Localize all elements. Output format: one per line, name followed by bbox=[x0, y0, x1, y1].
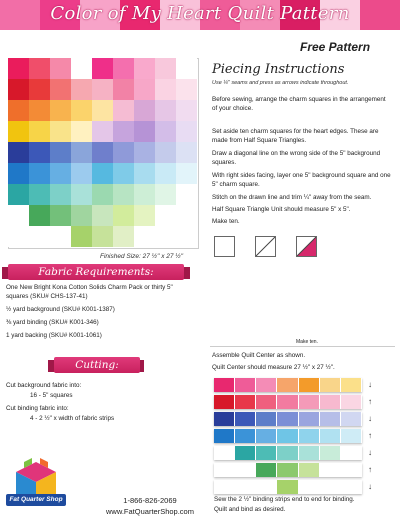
piecing-p1: Before sewing, arrange the charm squares in the arrangement of your choice. bbox=[212, 96, 386, 112]
heart-square bbox=[71, 121, 92, 142]
quilt-center-square bbox=[320, 429, 341, 443]
heart-square bbox=[113, 205, 134, 226]
quilt-center-square bbox=[235, 446, 256, 460]
quilt-center-square bbox=[256, 446, 277, 460]
quilt-center-square bbox=[214, 378, 235, 392]
heart-square bbox=[8, 226, 29, 247]
heart-square bbox=[113, 58, 134, 79]
website-link[interactable]: www.FatQuarterShop.com bbox=[106, 507, 194, 516]
heart-square bbox=[29, 205, 50, 226]
heart-square bbox=[155, 142, 176, 163]
heart-square bbox=[134, 58, 155, 79]
piecing-p4: With right sides facing, layer one 5" background square and one 5" charm square. bbox=[212, 172, 391, 188]
quilt-center-square bbox=[256, 412, 277, 426]
quilt-center-square bbox=[299, 463, 320, 477]
quilt-center-square bbox=[235, 395, 256, 409]
heart-square bbox=[50, 121, 71, 142]
heart-square bbox=[92, 184, 113, 205]
finish-p2: Quilt and bind as desired. bbox=[214, 506, 286, 513]
heart-square bbox=[176, 142, 197, 163]
cutting-line-2: 16 - 5" squares bbox=[30, 392, 73, 399]
quilt-center-square bbox=[277, 446, 298, 460]
quilt-center-square bbox=[299, 378, 320, 392]
heart-square bbox=[50, 142, 71, 163]
heart-square bbox=[50, 184, 71, 205]
quilt-center-square bbox=[320, 395, 341, 409]
quilt-center-square bbox=[320, 446, 341, 460]
heart-square bbox=[71, 79, 92, 100]
heart-square bbox=[71, 226, 92, 247]
heart-square bbox=[71, 205, 92, 226]
diagonal-line-icon bbox=[256, 237, 275, 256]
heart-square bbox=[155, 184, 176, 205]
heart-square bbox=[71, 142, 92, 163]
heart-square bbox=[8, 79, 29, 100]
hst-step-3-icon bbox=[296, 236, 317, 257]
heart-square bbox=[113, 79, 134, 100]
quilt-center-square bbox=[277, 378, 298, 392]
heart-square bbox=[134, 142, 155, 163]
heart-square bbox=[176, 226, 197, 247]
heart-square bbox=[8, 58, 29, 79]
quilt-center-square bbox=[235, 463, 256, 477]
quilt-center-square bbox=[214, 463, 235, 477]
quilt-center-square bbox=[299, 446, 320, 460]
quilt-center-square bbox=[341, 480, 362, 494]
phone-number: 1-866-826-2069 bbox=[123, 496, 177, 505]
cutting-ribbon bbox=[54, 357, 140, 373]
heart-square bbox=[155, 79, 176, 100]
heart-square bbox=[176, 205, 197, 226]
heart-square bbox=[176, 79, 197, 100]
finish-p1: Sew the 2 ½" binding strips end to end for binding. bbox=[214, 496, 355, 503]
heart-square bbox=[134, 184, 155, 205]
quilt-center-row bbox=[214, 463, 362, 477]
fabric-item-4: 1 yard backing (SKU# K001-1061) bbox=[6, 332, 102, 339]
heart-square bbox=[113, 226, 134, 247]
heart-square bbox=[155, 100, 176, 121]
heart-square bbox=[134, 226, 155, 247]
quilt-center-row bbox=[214, 395, 362, 409]
press-arrow-icon: ↑ bbox=[368, 465, 372, 474]
press-arrow-icon: ↓ bbox=[368, 482, 372, 491]
heart-square bbox=[92, 142, 113, 163]
fabric-item-1: One New Bright Kona Cotton Solids Charm Pack or thirty 5" squares (SKU# CHS-137-41) bbox=[6, 284, 173, 300]
heart-square bbox=[71, 163, 92, 184]
free-pattern-label: Free Pattern bbox=[300, 40, 371, 54]
quilt-center-square bbox=[214, 480, 235, 494]
fabric-requirements-ribbon bbox=[8, 264, 184, 280]
heart-square bbox=[113, 142, 134, 163]
quilt-center-square bbox=[341, 429, 362, 443]
quilt-center-square bbox=[341, 378, 362, 392]
heart-square bbox=[113, 184, 134, 205]
hst-step-1-icon bbox=[214, 236, 235, 257]
heart-square bbox=[134, 121, 155, 142]
heart-square bbox=[71, 100, 92, 121]
heart-square bbox=[92, 100, 113, 121]
heart-square bbox=[50, 226, 71, 247]
half-square-triangle-icon bbox=[297, 237, 316, 256]
piecing-p7: Make ten. bbox=[212, 218, 240, 225]
heart-square bbox=[50, 163, 71, 184]
heart-square bbox=[29, 184, 50, 205]
heart-square bbox=[29, 226, 50, 247]
heart-square bbox=[29, 79, 50, 100]
heart-square bbox=[8, 121, 29, 142]
heart-square bbox=[8, 163, 29, 184]
press-arrow-icon: ↓ bbox=[368, 448, 372, 457]
heart-square bbox=[134, 100, 155, 121]
hst-step-2-icon bbox=[255, 236, 276, 257]
heart-square bbox=[8, 184, 29, 205]
quilt-center-square bbox=[235, 412, 256, 426]
quilt-center-square bbox=[341, 446, 362, 460]
quilt-center-square bbox=[277, 463, 298, 477]
press-arrow-icon: ↓ bbox=[368, 414, 372, 423]
quilt-center-square bbox=[256, 463, 277, 477]
quilt-center-square bbox=[341, 395, 362, 409]
heart-square bbox=[92, 121, 113, 142]
press-arrow-icon: ↑ bbox=[368, 431, 372, 440]
quilt-center-square bbox=[299, 395, 320, 409]
heart-square bbox=[176, 58, 197, 79]
quilt-center-square bbox=[299, 429, 320, 443]
piecing-heading: Piecing Instructions bbox=[212, 62, 345, 77]
heart-square bbox=[92, 79, 113, 100]
heart-square bbox=[29, 163, 50, 184]
quilt-center-square bbox=[214, 446, 235, 460]
quilt-center-square bbox=[341, 412, 362, 426]
heart-square bbox=[176, 121, 197, 142]
heart-square bbox=[92, 58, 113, 79]
quilt-center-square bbox=[235, 378, 256, 392]
heart-square bbox=[29, 100, 50, 121]
heart-square bbox=[8, 205, 29, 226]
make-ten-small-label: Make ten. bbox=[296, 339, 318, 345]
quilt-center-row bbox=[214, 378, 362, 392]
assemble-p2: Quilt Center should measure 27 ½" x 27 ½". bbox=[212, 364, 335, 371]
quilt-center-square bbox=[256, 378, 277, 392]
heart-square bbox=[29, 142, 50, 163]
quilt-center-square bbox=[299, 412, 320, 426]
quilt-center-square bbox=[277, 412, 298, 426]
heart-square bbox=[134, 79, 155, 100]
quilt-center-square bbox=[277, 395, 298, 409]
quilt-center-square bbox=[320, 378, 341, 392]
fabric-heading: Fabric Requirements: bbox=[38, 266, 154, 278]
quilt-center-row bbox=[214, 480, 362, 494]
cutting-line-1: Cut background fabric into: bbox=[6, 382, 82, 389]
quilt-center-square bbox=[277, 429, 298, 443]
pattern-title: Color of My Heart Quilt Pattern bbox=[50, 3, 350, 24]
quilt-center-row bbox=[214, 429, 362, 443]
heart-square bbox=[176, 163, 197, 184]
quilt-center-square bbox=[320, 480, 341, 494]
fabric-item-2: ½ yard background (SKU# K001-1387) bbox=[6, 306, 115, 313]
heart-square bbox=[134, 163, 155, 184]
quilt-center-row bbox=[214, 412, 362, 426]
divider bbox=[210, 346, 395, 347]
quilt-center-square bbox=[341, 463, 362, 477]
quilt-center-square bbox=[235, 480, 256, 494]
quilt-center-square bbox=[277, 480, 298, 494]
heart-square bbox=[50, 79, 71, 100]
piecing-p3: Draw a diagonal line on the wrong side of the 5" background squares. bbox=[212, 150, 381, 166]
assemble-p1: Assemble Quilt Center as shown. bbox=[212, 352, 306, 359]
quilt-center-square bbox=[320, 463, 341, 477]
piecing-p2: Set aside ten charm squares for the heart edges. These are made from Half Square Triangles. bbox=[212, 128, 379, 144]
piecing-subheading: Use ¼" seams and press as arrows indicate throughout. bbox=[212, 80, 349, 86]
quilt-center-row bbox=[214, 446, 362, 460]
heart-square bbox=[92, 163, 113, 184]
heart-square bbox=[113, 121, 134, 142]
quilt-center-square bbox=[256, 395, 277, 409]
heart-square bbox=[134, 205, 155, 226]
heart-square bbox=[155, 121, 176, 142]
heart-square bbox=[71, 58, 92, 79]
press-arrow-icon: ↑ bbox=[368, 397, 372, 406]
quilt-center-square bbox=[256, 480, 277, 494]
piecing-p6: Half Square Triangle Unit should measure 5" x 5". bbox=[212, 206, 351, 213]
heart-square bbox=[50, 100, 71, 121]
finished-size: Finished Size: 27 ½" x 27 ½" bbox=[100, 253, 184, 260]
cutting-heading: Cutting: bbox=[75, 359, 119, 371]
cutting-line-3: Cut binding fabric into: bbox=[6, 405, 69, 412]
quilt-center-square bbox=[235, 429, 256, 443]
heart-quilt-image bbox=[8, 58, 197, 247]
heart-square bbox=[176, 184, 197, 205]
heart-square bbox=[71, 184, 92, 205]
heart-square bbox=[155, 226, 176, 247]
logo-text: Fat Quarter Shop bbox=[6, 494, 66, 506]
heart-square bbox=[50, 205, 71, 226]
heart-square bbox=[155, 205, 176, 226]
heart-square bbox=[113, 100, 134, 121]
heart-square bbox=[92, 226, 113, 247]
press-arrow-icon: ↓ bbox=[368, 380, 372, 389]
heart-square bbox=[8, 142, 29, 163]
fabric-item-3: ⅜ yard binding (SKU# K001-346) bbox=[6, 319, 99, 326]
heart-square bbox=[176, 100, 197, 121]
quilt-center-square bbox=[299, 480, 320, 494]
heart-square bbox=[29, 121, 50, 142]
piecing-p5: Stitch on the drawn line and trim ¼" away from the seam. bbox=[212, 194, 372, 201]
heart-square bbox=[92, 205, 113, 226]
heart-square bbox=[29, 58, 50, 79]
quilt-center-square bbox=[256, 429, 277, 443]
heart-square bbox=[155, 58, 176, 79]
heart-square bbox=[113, 163, 134, 184]
heart-square bbox=[50, 58, 71, 79]
quilt-center-square bbox=[214, 429, 235, 443]
cutting-line-4: 4 - 2 ½" x width of fabric strips bbox=[30, 415, 115, 422]
quilt-center-square bbox=[320, 412, 341, 426]
heart-square bbox=[155, 163, 176, 184]
heart-square bbox=[8, 100, 29, 121]
